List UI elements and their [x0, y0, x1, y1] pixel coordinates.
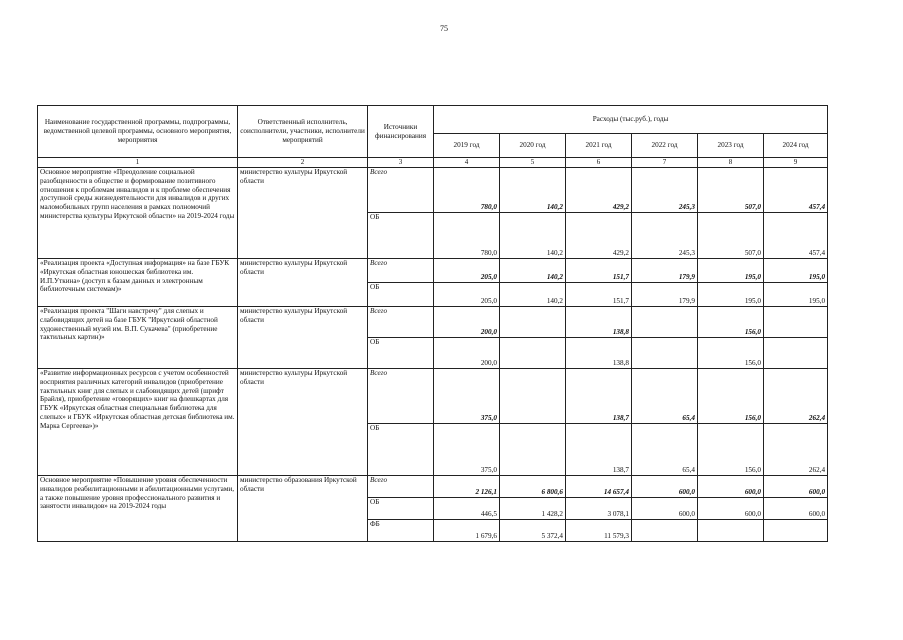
row-value: 151,7	[566, 259, 632, 283]
row-value: 138,7	[566, 424, 632, 476]
row-value: 65,4	[632, 424, 698, 476]
budget-table-container	[37, 105, 828, 542]
column-number: 9	[764, 158, 828, 168]
row-value: 2 126,1	[434, 476, 500, 498]
row-value: 138,8	[566, 307, 632, 338]
row-responsible: министерство культуры Иркутской области	[238, 369, 368, 476]
row-value: 179,9	[632, 259, 698, 283]
row-value: 200,0	[434, 338, 500, 369]
row-value: 138,8	[566, 338, 632, 369]
row-source: ОБ	[368, 213, 434, 259]
row-source: Всего	[368, 168, 434, 213]
header-year: 2019 год	[434, 134, 500, 158]
column-number-row	[38, 158, 828, 168]
column-number: 1	[38, 158, 238, 168]
column-number: 6	[566, 158, 632, 168]
row-source: Всего	[368, 476, 434, 498]
row-source: Всего	[368, 259, 434, 283]
row-value	[500, 338, 566, 369]
column-number: 5	[500, 158, 566, 168]
table-row	[38, 307, 828, 338]
row-responsible: министерство культуры Иркутской области	[238, 307, 368, 369]
row-description: Основное мероприятие «Преодоление социальной разобщенности в обществе и формирование позитивного отношения к проблемам инвалидов и к проблеме обеспечения доступной среды жизнедеятельности для инвалидов и других маломобильных групп населения в рамках полномочий министерства культуры Иркутской области» на 2019-2024 годы	[38, 168, 238, 259]
row-value: 375,0	[434, 369, 500, 424]
row-value: 6 800,6	[500, 476, 566, 498]
row-responsible: министерство культуры Иркутской области	[238, 168, 368, 259]
row-description: «Развитие информационных ресурсов с учетом особенностей восприятия различных категорий инвалидов (приобретение тактильных книг для слепых и слабовидящих детей (шрифт Брайля), приобретение «говорящих» книг на флешкартах для ГБУК «Иркутская областная специальная библиотека для слепых» и ГБУК «Иркутская областная детская библиотека им. Марка Сергеева»)»	[38, 369, 238, 476]
row-value: 600,0	[698, 476, 764, 498]
row-value: 600,0	[764, 476, 828, 498]
row-source: ОБ	[368, 424, 434, 476]
row-value: 140,2	[500, 259, 566, 283]
row-value: 457,4	[764, 168, 828, 213]
row-value: 446,5	[434, 498, 500, 520]
row-value	[698, 520, 764, 542]
row-value: 156,0	[698, 307, 764, 338]
header-expenses: Расходы (тыс.руб.), годы	[434, 106, 828, 134]
table-row	[38, 168, 828, 213]
row-value: 600,0	[632, 498, 698, 520]
row-value: 245,3	[632, 168, 698, 213]
row-value	[500, 424, 566, 476]
row-value	[764, 338, 828, 369]
row-value: 507,0	[698, 168, 764, 213]
header-program: Наименование государственной программы, подпрограммы, ведомственной целевой программы, основного мероприятия, мероприятия	[38, 106, 238, 158]
header-year: 2020 год	[500, 134, 566, 158]
row-value: 14 657,4	[566, 476, 632, 498]
row-value: 780,0	[434, 213, 500, 259]
row-value: 140,2	[500, 283, 566, 307]
row-value	[500, 307, 566, 338]
row-value: 262,4	[764, 424, 828, 476]
row-value: 140,2	[500, 168, 566, 213]
row-responsible: министерство культуры Иркутской области	[238, 259, 368, 307]
row-value: 5 372,4	[500, 520, 566, 542]
row-value: 195,0	[764, 283, 828, 307]
row-description: «Реализация проекта «Доступная информация» на базе ГБУК «Иркутская областная юношеская библиотека им. И.П.Уткина» (доступ к базам данных и электронным библиотечным системам)»	[38, 259, 238, 307]
table-body	[38, 168, 828, 542]
column-number: 7	[632, 158, 698, 168]
table-row	[38, 259, 828, 283]
header-year: 2023 год	[698, 134, 764, 158]
row-description: Основное мероприятие «Повышение уровня обеспеченности инвалидов реабилитационными и абилитационными услугами, а также повышение уровня профессионального развития и занятости инвалидов» на 2019-2024 годы	[38, 476, 238, 542]
row-source: Всего	[368, 307, 434, 338]
column-number: 3	[368, 158, 434, 168]
row-value: 151,7	[566, 283, 632, 307]
column-number: 4	[434, 158, 500, 168]
row-source: Всего	[368, 369, 434, 424]
row-source: ОБ	[368, 338, 434, 369]
table-header	[38, 106, 828, 168]
row-value: 600,0	[632, 476, 698, 498]
row-value	[764, 307, 828, 338]
row-value	[764, 520, 828, 542]
row-value: 3 078,1	[566, 498, 632, 520]
row-value: 600,0	[698, 498, 764, 520]
row-value: 195,0	[698, 259, 764, 283]
row-value: 1 428,2	[500, 498, 566, 520]
row-value: 429,2	[566, 213, 632, 259]
row-value: 600,0	[764, 498, 828, 520]
row-value	[632, 307, 698, 338]
row-value: 156,0	[698, 424, 764, 476]
row-source: ОБ	[368, 283, 434, 307]
row-value: 11 579,3	[566, 520, 632, 542]
column-number: 8	[698, 158, 764, 168]
row-value	[500, 369, 566, 424]
row-value: 156,0	[698, 338, 764, 369]
row-value: 507,0	[698, 213, 764, 259]
header-responsible: Ответственный исполнитель, соисполнители, участники, исполнители мероприятий	[238, 106, 368, 158]
row-value: 140,2	[500, 213, 566, 259]
row-value: 1 679,6	[434, 520, 500, 542]
header-year: 2024 год	[764, 134, 828, 158]
row-value: 375,0	[434, 424, 500, 476]
table-row	[38, 476, 828, 498]
row-value: 195,0	[698, 283, 764, 307]
row-value: 245,3	[632, 213, 698, 259]
row-value: 457,4	[764, 213, 828, 259]
row-value: 205,0	[434, 283, 500, 307]
row-value: 780,0	[434, 168, 500, 213]
row-value: 205,0	[434, 259, 500, 283]
column-number: 2	[238, 158, 368, 168]
row-value: 200,0	[434, 307, 500, 338]
table-row	[38, 369, 828, 424]
row-description: «Реализация проекта "Шаги навстречу" для слепых и слабовидящих детей на базе ГБУК "Иркутский областной художественный музей им. В.П. Сукачева" (приобретение тактильных картин)»	[38, 307, 238, 369]
header-source: Источники финансирования	[368, 106, 434, 158]
row-value: 156,0	[698, 369, 764, 424]
row-responsible: министерство образования Иркутской области	[238, 476, 368, 542]
row-value: 179,9	[632, 283, 698, 307]
row-value	[632, 520, 698, 542]
row-value	[632, 338, 698, 369]
header-year: 2022 год	[632, 134, 698, 158]
row-value: 65,4	[632, 369, 698, 424]
row-value: 195,0	[764, 259, 828, 283]
row-value: 138,7	[566, 369, 632, 424]
budget-table	[37, 105, 828, 542]
row-source: ФБ	[368, 520, 434, 542]
row-source: ОБ	[368, 498, 434, 520]
header-year: 2021 год	[566, 134, 632, 158]
row-value: 429,2	[566, 168, 632, 213]
row-value: 262,4	[764, 369, 828, 424]
page-number: 75	[440, 24, 448, 33]
